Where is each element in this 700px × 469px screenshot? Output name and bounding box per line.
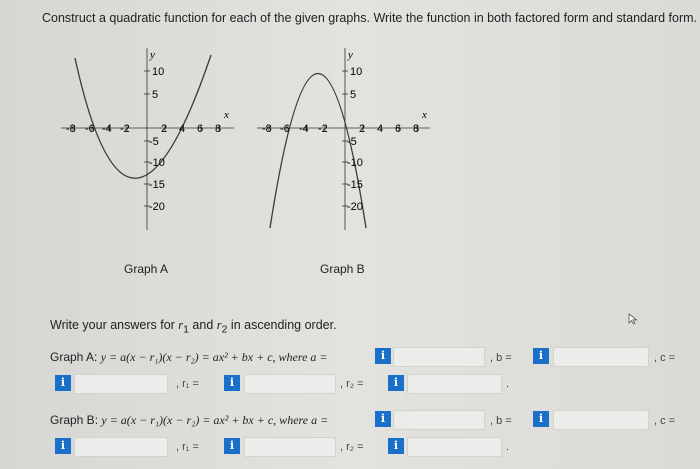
y-tick-label: -20 bbox=[347, 201, 363, 213]
x-tick-label: -2 bbox=[120, 123, 130, 135]
x-tick-label: 4 bbox=[179, 123, 186, 135]
instruction-text: Construct a quadratic function for each of the given graphs. Write the function in both factored form and standard form. bbox=[42, 11, 697, 25]
graph-a-a-input[interactable] bbox=[393, 347, 485, 367]
parabola-a bbox=[75, 55, 211, 178]
y-axis-label: y bbox=[348, 49, 353, 61]
info-icon[interactable]: i bbox=[388, 375, 404, 391]
x-tick-label: -8 bbox=[262, 123, 272, 135]
x-tick-label: 2 bbox=[161, 123, 168, 135]
y-tick-label: -15 bbox=[347, 179, 363, 191]
graph-a-formula: y = a(x − r₁)(x − r₂) = ax² + bx + c, where a = bbox=[100, 350, 328, 364]
x-tick-label: 6 bbox=[395, 123, 402, 135]
graph-b-caption: Graph B bbox=[320, 262, 365, 276]
x-tick-label: -8 bbox=[66, 123, 76, 135]
graph-a-c-label: , c = bbox=[654, 352, 676, 364]
x-tick-label: 2 bbox=[359, 123, 366, 135]
graph-a-plot bbox=[58, 44, 238, 234]
graph-b-formula: y = a(x − r₁)(x − r₂) = ax² + bx + c, where a = bbox=[101, 413, 329, 427]
x-axis-label: x bbox=[422, 109, 427, 121]
y-tick-label: 10 bbox=[152, 66, 165, 78]
x-tick-label: 6 bbox=[197, 123, 204, 135]
y-tick-label: 5 bbox=[152, 89, 159, 101]
x-tick-label: -4 bbox=[102, 123, 112, 135]
graph-b-c-input[interactable] bbox=[74, 437, 168, 457]
graph-a bbox=[58, 44, 238, 234]
graph-b-r2-input[interactable] bbox=[407, 437, 502, 457]
graph-b-label: Graph B: bbox=[50, 413, 99, 427]
x-tick-label: 4 bbox=[377, 123, 384, 135]
y-tick-label: -20 bbox=[149, 201, 165, 213]
info-icon[interactable]: i bbox=[55, 438, 71, 454]
x-tick-label: -4 bbox=[299, 123, 309, 135]
x-tick-label: -6 bbox=[85, 123, 95, 135]
graph-a-r1-label: , r₁ = bbox=[176, 378, 199, 390]
graph-a-b-input[interactable] bbox=[553, 347, 649, 367]
x-tick-label: 8 bbox=[413, 123, 420, 135]
y-tick-label: 10 bbox=[350, 66, 363, 78]
y-tick-label: -10 bbox=[347, 157, 363, 169]
graph-b-r1-label: , r₁ = bbox=[176, 441, 199, 453]
info-icon[interactable]: i bbox=[375, 411, 391, 427]
y-tick-label: -5 bbox=[347, 136, 357, 148]
graph-b-c-label: , c = bbox=[654, 415, 676, 427]
info-icon[interactable]: i bbox=[224, 438, 240, 454]
graph-b-a-input[interactable] bbox=[393, 410, 485, 430]
y-tick-label: -10 bbox=[149, 157, 165, 169]
graph-a-caption: Graph A bbox=[124, 262, 169, 276]
graph-b-equation bbox=[50, 413, 328, 428]
info-icon[interactable]: i bbox=[375, 348, 391, 364]
y-tick-label: -15 bbox=[149, 179, 165, 191]
graph-b-b-input[interactable] bbox=[553, 410, 649, 430]
graph-b bbox=[254, 44, 434, 234]
graph-a-end-period: . bbox=[506, 378, 510, 390]
x-tick-label: 8 bbox=[215, 123, 222, 135]
mouse-cursor-icon bbox=[628, 313, 640, 325]
graph-a-equation bbox=[50, 350, 328, 365]
graph-a-r2-input[interactable] bbox=[407, 374, 502, 394]
y-tick-label: 5 bbox=[350, 89, 357, 101]
graph-b-r1-input[interactable] bbox=[244, 437, 336, 457]
graph-a-r1-input[interactable] bbox=[244, 374, 336, 394]
info-icon[interactable]: i bbox=[224, 375, 240, 391]
y-axis-label: y bbox=[150, 49, 155, 61]
graph-b-plot bbox=[254, 44, 434, 234]
info-icon[interactable]: i bbox=[533, 348, 549, 364]
graph-a-c-input[interactable] bbox=[74, 374, 168, 394]
x-axis-label: x bbox=[224, 109, 229, 121]
x-tick-label: -2 bbox=[318, 123, 328, 135]
info-icon[interactable]: i bbox=[533, 411, 549, 427]
graph-a-r2-label: , r₂ = bbox=[340, 378, 364, 390]
graph-b-b-label: , b = bbox=[490, 415, 512, 427]
graph-b-r2-label: , r₂ = bbox=[340, 441, 364, 453]
graph-b-end-period: . bbox=[506, 441, 510, 453]
y-tick-label: -5 bbox=[149, 136, 159, 148]
graph-a-label: Graph A: bbox=[50, 350, 98, 364]
info-icon[interactable]: i bbox=[388, 438, 404, 454]
info-icon[interactable]: i bbox=[55, 375, 71, 391]
ascending-order-note: Write your answers for $r_1$ and $r_2$ in ascending order. bbox=[50, 318, 337, 336]
x-tick-label: -6 bbox=[280, 123, 290, 135]
graph-a-b-label: , b = bbox=[490, 352, 512, 364]
